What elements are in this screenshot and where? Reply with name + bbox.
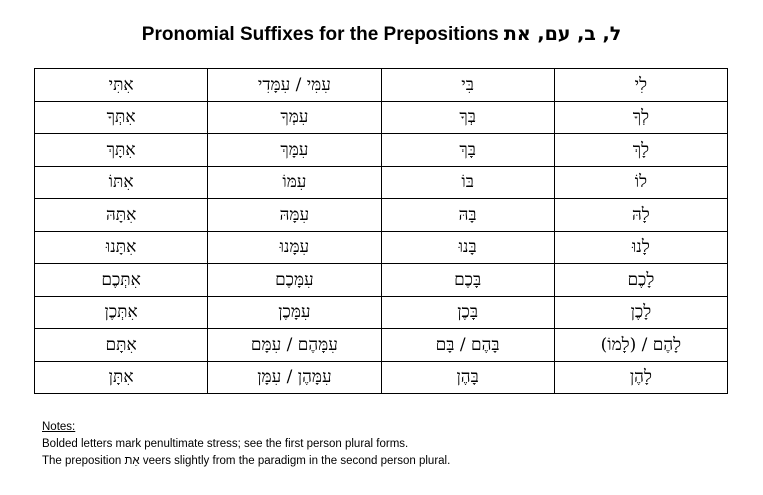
cell-text: עִמָּהֶן / עִמָּן [257,367,332,388]
cell-text: בָּךְ [459,139,476,160]
table-cell-im [208,134,381,167]
title-hebrew: ל, ב, עם, את [503,23,622,45]
notes-line-2-before: The preposition [42,455,125,467]
table-cell-be [381,329,554,362]
cell-text: אִתְּכֶם [101,269,141,290]
table-cell-be [381,166,554,199]
notes-section [42,419,450,470]
cell-text: לָכֶן [630,302,652,323]
table-cell-le [554,329,727,362]
table-row [35,69,728,102]
table-cell-le [554,361,727,394]
cell-text: בָּנוּ [458,237,477,258]
notes-line-2-hebrew: אֵת [124,455,140,467]
cell-text: בָּהֶן [456,367,479,388]
table-row [35,231,728,264]
table-row [35,329,728,362]
cell-text: אִתִּי [108,74,134,95]
table-row [35,101,728,134]
table-cell-im [208,69,381,102]
preposition-suffix-table [34,68,728,394]
table-cell-be [381,264,554,297]
table-cell-le [554,166,727,199]
cell-text: עִמּוֹ [282,172,307,193]
cell-text: אִתָּךְ [106,139,136,160]
cell-text: לָהֶן [629,367,652,388]
cell-text: בָּהּ [458,204,477,225]
cell-text: בְּךָ [459,107,476,128]
cell-text: לָכֶם [627,269,655,290]
cell-text: עִמָּכֶם [275,269,314,290]
table-row [35,361,728,394]
table-cell-et [35,101,208,134]
cell-text: אִתָּן [108,367,134,388]
table-cell-et [35,69,208,102]
table-cell-le [554,101,727,134]
table-row [35,166,728,199]
cell-text: לְךָ [632,107,650,128]
cell-text: אִתָּנוּ [105,237,137,258]
cell-text: בִּי [461,74,474,95]
table-row [35,199,728,232]
table-cell-et [35,231,208,264]
table-cell-be [381,231,554,264]
cell-text: לוֹ [634,172,648,193]
table-cell-le [554,199,727,232]
notes-line-1: Bolded letters mark penultimate stress; see the first person plural forms. [42,438,409,450]
cell-text: עִמָּנוּ [279,237,310,258]
title-text: Pronomial Suffixes for the Prepositions [141,24,499,45]
cell-text: בָּכֶן [457,302,479,323]
table-row [35,296,728,329]
table-cell-be [381,101,554,134]
cell-text: לָנוּ [631,237,650,258]
table-cell-be [381,134,554,167]
cell-text: עִמִּי / עִמָּדִי [257,74,331,95]
cell-text: עִמְּךָ [280,107,309,128]
table-cell-et [35,199,208,232]
cell-text: אִתָּם [105,334,137,355]
table-cell-im [208,361,381,394]
table-cell-be [381,69,554,102]
table-cell-et [35,264,208,297]
cell-text: לָהּ [632,204,650,225]
table-cell-im [208,166,381,199]
notes-heading: Notes: [42,421,76,433]
table-cell-im [208,264,381,297]
table-cell-et [35,166,208,199]
cell-text: עִמָּכֶן [278,302,311,323]
table-body [35,69,728,394]
cell-text: בָּהֶם / בָּם [435,334,500,355]
cell-text: אִתָּהּ [105,204,137,225]
cell-text: עִמָּהֶם / עִמָּם [250,334,338,355]
cell-text: אִתּוֹ [108,172,134,193]
cell-text: אִתְּךָ [106,107,136,128]
cell-text: לִי [634,74,648,95]
table-cell-le [554,296,727,329]
cell-text: לָהֶם / (לָמוֹ) [600,334,682,355]
notes-line-2-after: veers slightly from the paradigm in the second person plural. [139,455,451,467]
table-cell-et [35,134,208,167]
table-cell-le [554,69,727,102]
table-row [35,264,728,297]
table-cell-be [381,199,554,232]
table-cell-im [208,101,381,134]
cell-text: עִמָּהּ [279,204,310,225]
table-cell-et [35,361,208,394]
table-cell-le [554,231,727,264]
table-cell-be [381,361,554,394]
table-cell-et [35,296,208,329]
cell-text: בָּכֶם [454,269,482,290]
table-cell-im [208,329,381,362]
table-cell-im [208,199,381,232]
table-cell-im [208,296,381,329]
notes-line-2 [42,453,450,470]
cell-text: בּוֹ [461,172,474,193]
table-row [35,134,728,167]
table-cell-im [208,231,381,264]
table-cell-et [35,329,208,362]
cell-text: אִתְּכֶן [104,302,138,323]
table-cell-le [554,264,727,297]
table-cell-be [381,296,554,329]
cell-text: עִמָּךְ [280,139,309,160]
page-title [0,22,763,47]
table-cell-le [554,134,727,167]
cell-text: לָךְ [632,139,650,160]
